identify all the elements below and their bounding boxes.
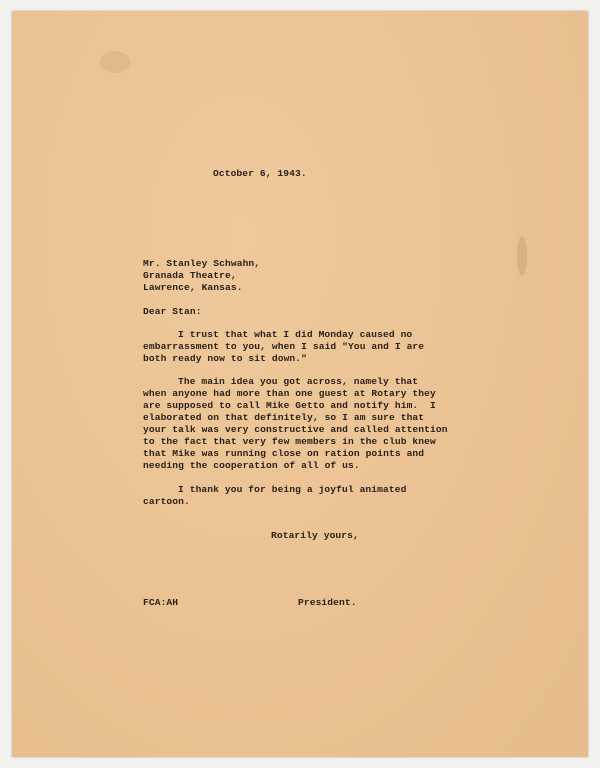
recipient-company: Granada Theatre, [143, 270, 237, 281]
paragraph-3-line: I thank you for being a joyful animated [178, 484, 407, 495]
paragraph-3-line: cartoon. [143, 496, 190, 507]
paragraph-1-line: I trust that what I did Monday caused no [178, 329, 413, 340]
paragraph-2-line: your talk was very constructive and called attention [143, 424, 448, 435]
paragraph-1-line: embarrassment to you, when I said "You and I are [143, 341, 425, 352]
paper-stain [100, 51, 130, 73]
typist-initials: FCA:AH [143, 597, 179, 608]
paragraph-2-line: needing the cooperation of all of us. [143, 460, 360, 471]
paragraph-2-line: when anyone had more than one guest at Rotary they [143, 388, 436, 399]
paragraph-1-line: both ready now to sit down." [143, 353, 308, 364]
signer-title: President. [298, 597, 357, 608]
paragraph-2-line: are supposed to call Mike Getto and notify him. I [143, 400, 436, 411]
recipient-name: Mr. Stanley Schwahn, [143, 258, 261, 269]
paragraph-2-line: that Mike was running close on ration points and [143, 448, 425, 459]
paper-stain [517, 236, 527, 276]
closing: Rotarily yours, [271, 530, 359, 541]
letter-page [12, 11, 588, 757]
salutation: Dear Stan: [143, 306, 202, 317]
recipient-city: Lawrence, Kansas. [143, 282, 243, 293]
paragraph-2-line: elaborated on that definitely, so I am sure that [143, 412, 425, 423]
paragraph-2-line: The main idea you got across, namely that [178, 376, 419, 387]
paragraph-2-line: to the fact that very few members in the club knew [143, 436, 436, 447]
letter-date: October 6, 1943. [213, 168, 307, 179]
